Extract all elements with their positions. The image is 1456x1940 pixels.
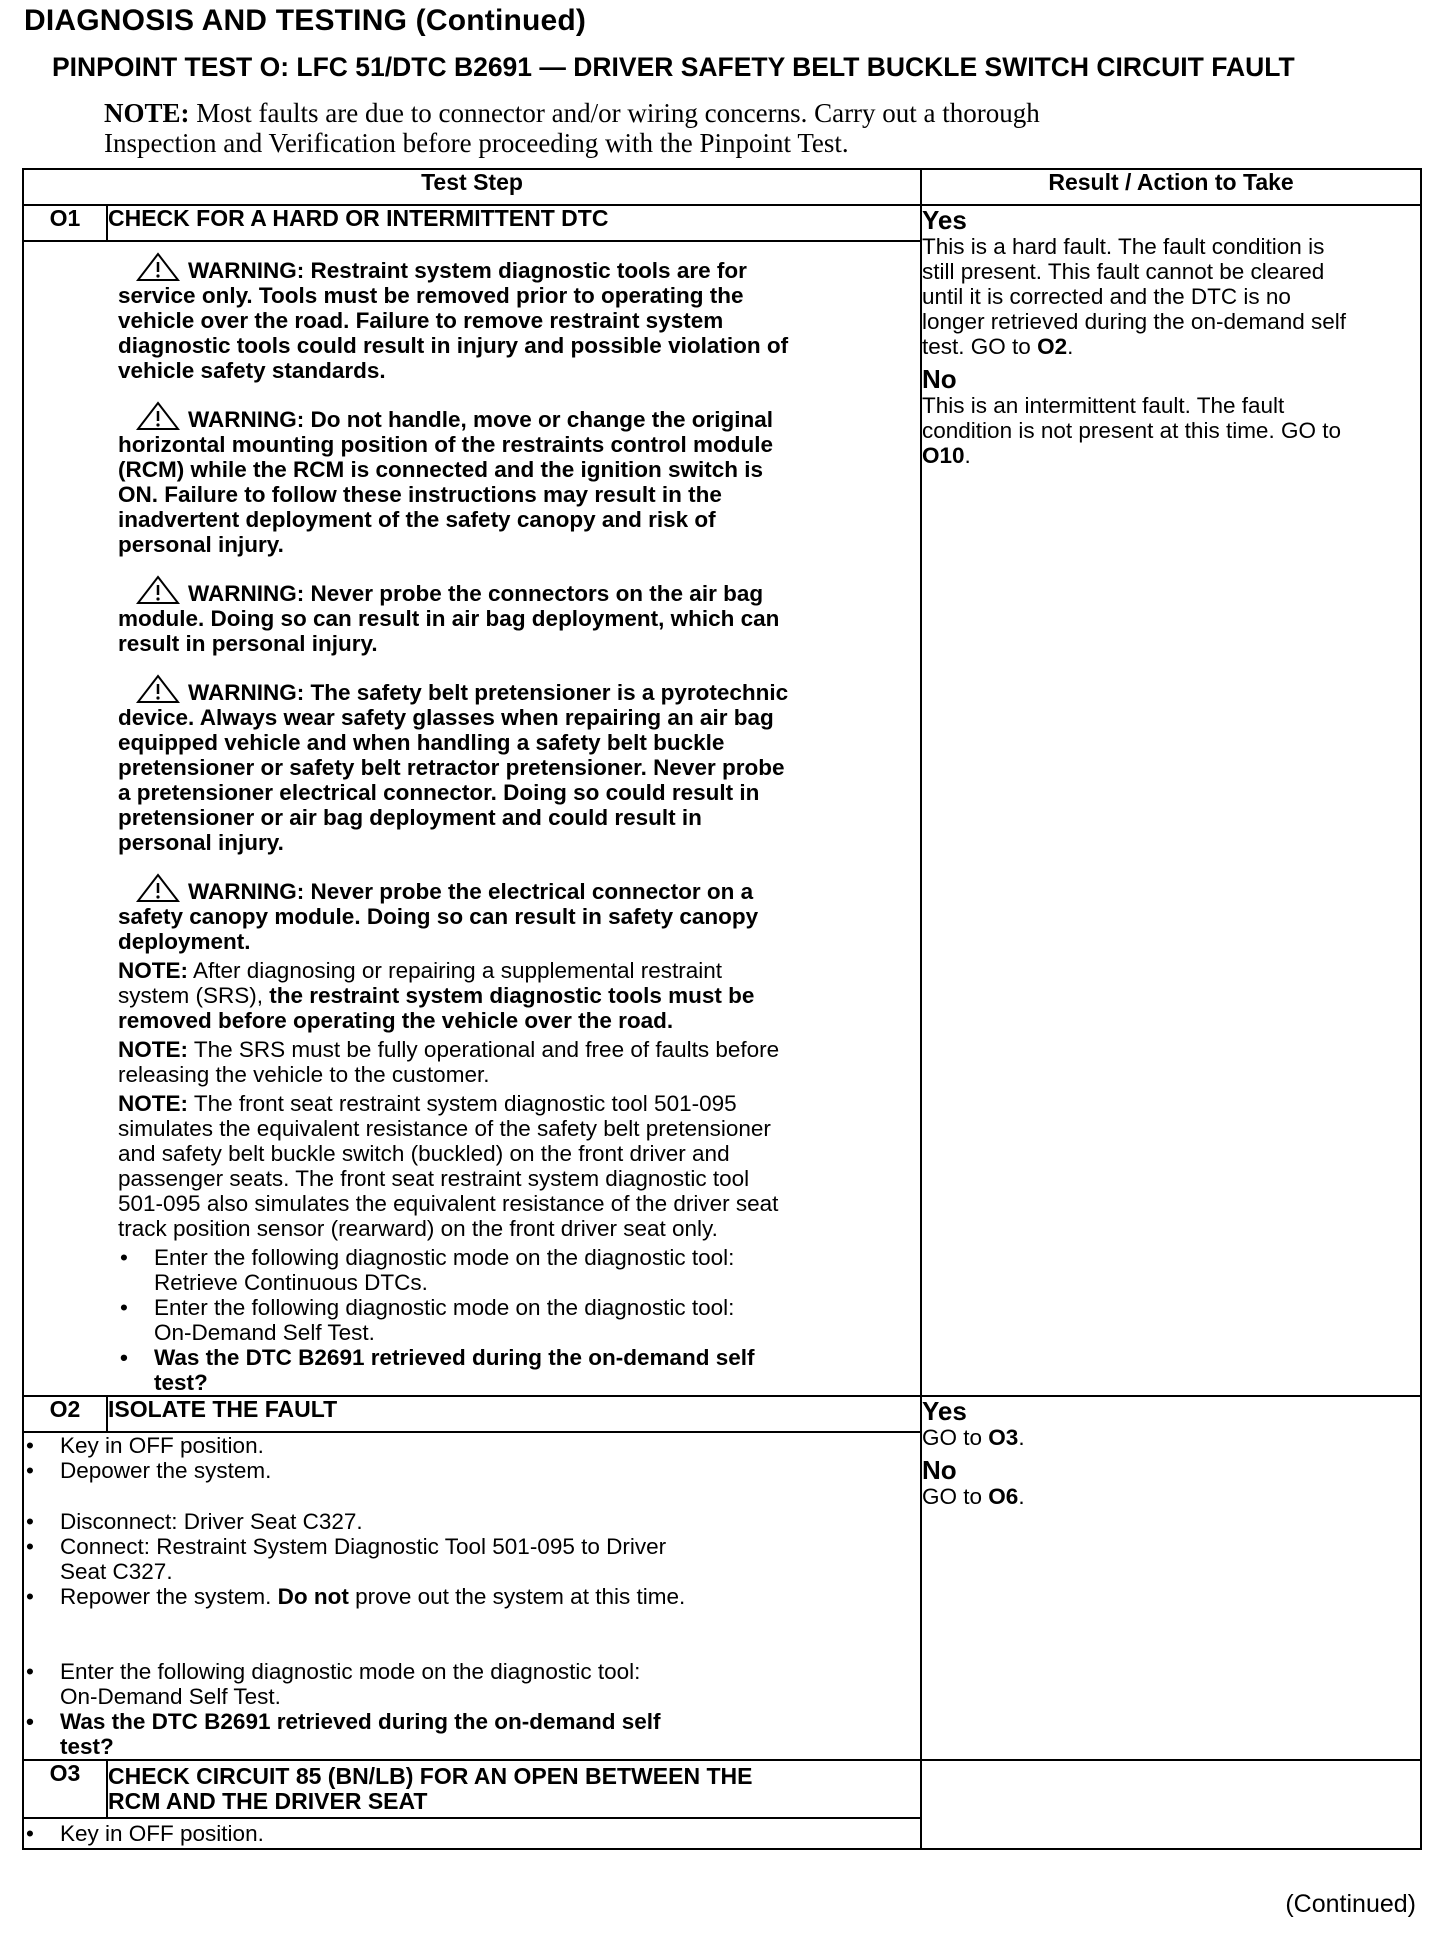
list-item: • Connect: Restraint System Diagnostic Tool 501-095 to Driver Seat C327. — [24, 1534, 920, 1584]
warning-text-line: inadvertent deployment of the safety canopy and risk of — [118, 507, 716, 532]
result-no-label: No — [922, 364, 957, 394]
step-title: ISOLATE THE FAULT — [107, 1396, 921, 1432]
warning-text-line: personal injury. — [118, 532, 284, 557]
note-text-line: passenger seats. The front seat restraint system diagnostic tool — [118, 1166, 750, 1191]
step-o3-title-row — [23, 1760, 1421, 1818]
list-item-question: • Was the DTC B2691 retrieved during the on-demand self test? — [118, 1345, 920, 1395]
warning-text-line: device. Always wear safety glasses when repairing an air bag — [118, 705, 774, 730]
warning-triangle-icon — [136, 401, 180, 431]
warning-text-line: service only. Tools must be removed prior to operating the — [118, 283, 744, 308]
step-title: CHECK FOR A HARD OR INTERMITTENT DTC — [107, 205, 921, 241]
note-text-line: 501-095 also simulates the equivalent resistance of the driver seat — [118, 1191, 779, 1216]
note-srs-tools: NOTE: After diagnosing or repairing a supplemental restraint system (SRS), the restraint system diagnostic tools must be removed before operating the vehicle over the road. — [118, 958, 755, 1033]
warning-text-line: WARNING: Never probe the electrical connector on a — [188, 879, 754, 904]
step-o2-body — [23, 1432, 921, 1760]
warning-text-line: ON. Failure to follow these instructions may result in the — [118, 482, 722, 507]
warning-block — [118, 401, 920, 557]
step-o1-title-row — [23, 205, 1421, 241]
result-no-text: This is an intermittent fault. The fault condition is not present at this time. GO to O10. — [922, 393, 1341, 468]
link-o3: O3 — [988, 1425, 1019, 1450]
list-item: • Enter the following diagnostic mode on the diagnostic tool: On-Demand Self Test. — [24, 1659, 920, 1709]
step-o3-result — [921, 1760, 1421, 1849]
note-srs-operational: NOTE: The SRS must be fully operational and free of faults before releasing the vehicle to the customer. — [118, 1037, 780, 1087]
warning-text-line: horizontal mounting position of the restraints control module — [118, 432, 773, 457]
result-yes-label: Yes — [922, 205, 967, 235]
step-number: O3 — [23, 1760, 107, 1818]
step-title: CHECK CIRCUIT 85 (BN/LB) FOR AN OPEN BETWEEN THE RCM AND THE DRIVER SEAT — [107, 1760, 921, 1818]
intro-note — [104, 98, 1254, 158]
warning-block — [118, 252, 920, 383]
list-item-question: • Was the DTC B2691 retrieved during the on-demand self test? — [24, 1709, 920, 1759]
page-title: DIAGNOSIS AND TESTING (Continued) — [24, 4, 587, 37]
warning-block — [118, 873, 920, 954]
warning-triangle-icon — [136, 674, 180, 704]
link-o6: O6 — [988, 1484, 1019, 1509]
warning-text-line: safety canopy module. Doing so can result in safety canopy — [118, 904, 759, 929]
warning-triangle-icon — [136, 575, 180, 605]
warning-text-line: WARNING: Never probe the connectors on the air bag — [188, 581, 764, 606]
note-text-line: simulates the equivalent resistance of the safety belt pretensioner — [118, 1116, 771, 1141]
intro-note-line1: Most faults are due to connector and/or wiring concerns. Carry out a thorough — [189, 98, 1040, 128]
warning-text-line: (RCM) while the RCM is connected and the ignition switch is — [118, 457, 764, 482]
warning-triangle-icon — [136, 252, 180, 282]
list-item: • Key in OFF position. — [24, 1821, 920, 1846]
continued-label: (Continued) — [1285, 1890, 1416, 1918]
table-header-row — [23, 169, 1421, 205]
note-diagnostic-tool-text — [118, 1116, 778, 1241]
list-item: • Depower the system. — [24, 1458, 920, 1483]
warning-text-line: equipped vehicle and when handling a safety belt buckle — [118, 730, 725, 755]
warning-text-line: module. Doing so can result in air bag deployment, which can — [118, 606, 780, 631]
warning-text-line: a pretensioner electrical connector. Doing so could result in — [118, 780, 760, 805]
step-o2-title-row — [23, 1396, 1421, 1432]
list-item: • Key in OFF position. — [24, 1433, 920, 1458]
pinpoint-test-title: PINPOINT TEST O: LFC 51/DTC B2691 — DRIVER SAFETY BELT BUCKLE SWITCH CIRCUIT FAULT — [52, 52, 1295, 82]
intro-note-line2: Inspection and Verification before proceeding with the Pinpoint Test. — [104, 128, 849, 158]
warning-block — [118, 674, 920, 855]
warning-text-line: pretensioner or air bag deployment and could result in — [118, 805, 702, 830]
link-o2: O2 — [1037, 334, 1068, 359]
warning-triangle-icon — [136, 873, 180, 903]
link-o10: O10 — [922, 443, 965, 468]
result-no-text: GO to O6. — [922, 1484, 1025, 1509]
warning-text-line: WARNING: Restraint system diagnostic tools are for — [188, 258, 747, 283]
result-yes-text: This is a hard fault. The fault condition is still present. This fault cannot be cleared until it is corrected and the DTC is no longer retrieved during the on-demand self test. GO to O2. — [922, 234, 1347, 359]
warning-list — [118, 252, 920, 954]
warning-text-line: result in personal injury. — [118, 631, 378, 656]
note-text-line: and safety belt buckle switch (buckled) on the front driver and — [118, 1141, 730, 1166]
result-yes-text: GO to O3. — [922, 1425, 1025, 1450]
step-number: O1 — [23, 205, 107, 241]
warning-text-line: pretensioner or safety belt retractor pretensioner. Never probe — [118, 755, 785, 780]
warning-block — [118, 575, 920, 656]
note-text-line: track position sensor (rearward) on the front driver seat only. — [118, 1216, 718, 1241]
intro-note-label: NOTE: — [104, 98, 190, 128]
warning-text-line: WARNING: Do not handle, move or change the original — [188, 407, 774, 432]
column-header-result: Result / Action to Take — [921, 169, 1421, 205]
list-item: • Enter the following diagnostic mode on the diagnostic tool: On-Demand Self Test. — [118, 1295, 920, 1345]
step-o1-body — [23, 241, 921, 1396]
step-number: O2 — [23, 1396, 107, 1432]
warning-text-line: personal injury. — [118, 830, 284, 855]
warning-text-line: diagnostic tools could result in injury and possible violation of — [118, 333, 789, 358]
column-header-test-step: Test Step — [23, 169, 921, 205]
step-o2-result — [921, 1396, 1421, 1760]
list-item: • Repower the system. Do not prove out the system at this time. — [24, 1584, 920, 1609]
list-item: • Enter the following diagnostic mode on the diagnostic tool: Retrieve Continuous DTCs. — [118, 1245, 920, 1295]
warning-text-line: vehicle safety standards. — [118, 358, 386, 383]
step-o3-body — [23, 1818, 921, 1849]
result-yes-label: Yes — [922, 1396, 967, 1426]
list-item: • Disconnect: Driver Seat C327. — [24, 1509, 920, 1534]
warning-text-line: vehicle over the road. Failure to remove restraint system — [118, 308, 724, 333]
pinpoint-test-table — [22, 168, 1422, 1850]
result-no-label: No — [922, 1455, 957, 1485]
step-o1-result — [921, 205, 1421, 1396]
warning-text-line: deployment. — [118, 929, 251, 954]
note-diagnostic-tool: NOTE: The front seat restraint system diagnostic tool 501-095 simulates the equivalent resistance of the safety belt pretensioner and safety belt buckle switch (buckled) on the front driver and passenger seats. The front seat restraint system diagnostic tool 501-095 also simulates the equivalent resistance of the driver seat track position sensor (rearward) on the front driver seat only. — [118, 1091, 779, 1241]
warning-text-line: WARNING: The safety belt pretensioner is a pyrotechnic — [188, 680, 789, 705]
